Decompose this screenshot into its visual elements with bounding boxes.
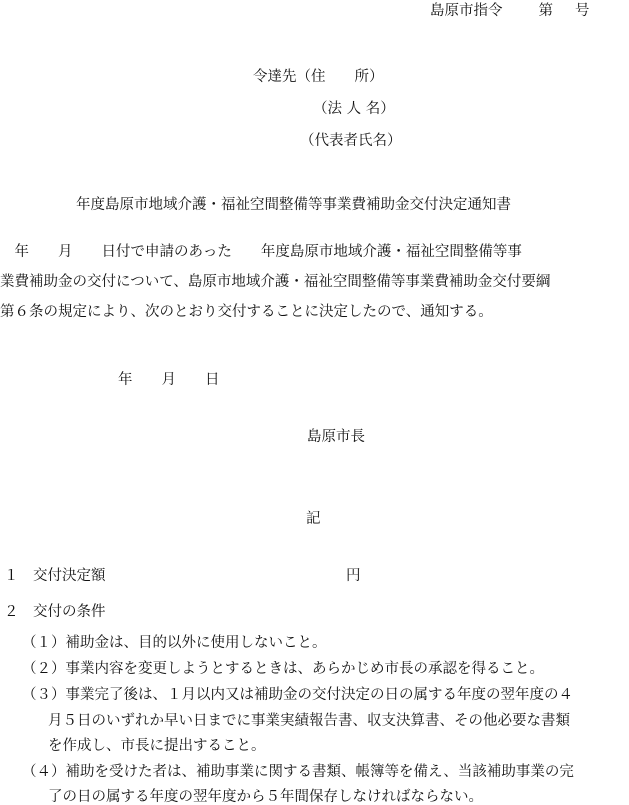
number-dai-label: 第	[538, 3, 553, 19]
recipient-address-label: 令達先（住 所）	[253, 69, 384, 85]
body-paragraph	[0, 245, 629, 335]
item-grant-amount	[4, 568, 361, 584]
body-line-1: 年 月 日付で申請のあった 年度島原市地域介護・福祉空間整備等事	[0, 244, 522, 260]
condition-3-line-2: 月５日のいずれか早い日までに事業実績報告書、収支決算書、その他必要な書類	[48, 713, 570, 729]
item1-unit: 円	[346, 568, 361, 584]
condition-3-line-1: （３）事業完了後は、１月以内又は補助金の交付決定の日の属する年度の翌年度の４	[22, 687, 573, 703]
item-conditions-heading: ２ 交付の条件	[4, 604, 106, 620]
city-order-label: 島原市指令	[430, 3, 503, 19]
condition-3-line-3: を作成し、市長に提出すること。	[48, 738, 266, 754]
issue-date: 年 月 日	[118, 372, 220, 388]
number-go-label: 号	[575, 3, 590, 19]
condition-4-line-2: 了の日の属する年度の翌年度から５年間保存しなければならない。	[48, 789, 483, 805]
condition-4-line-1: （４）補助を受けた者は、補助事業に関する書類、帳簿等を備え、当該補助事業の完	[22, 764, 574, 780]
document-title: 年度島原市地域介護・福祉空間整備等事業費補助金交付決定通知書	[76, 197, 511, 213]
item1-label: １ 交付決定額	[4, 568, 106, 584]
condition-1: （１）補助金は、目的以外に使用しないこと。	[22, 635, 327, 651]
document-number	[430, 4, 590, 19]
body-line-3: 第６条の規定により、次のとおり交付することに決定したので、通知する。	[0, 304, 493, 320]
body-line-2: 業費補助金の交付について、島原市地域介護・福祉空間整備等事業費補助金交付要綱	[0, 274, 551, 290]
ki-heading: 記	[306, 511, 321, 527]
condition-2: （２）事業内容を変更しようとするときは、あらかじめ市長の承認を得ること。	[22, 661, 544, 677]
issuer-name: 島原市長	[307, 429, 365, 445]
recipient-corp-name-label: （法 人 名）	[313, 101, 395, 117]
recipient-representative-label: （代表者氏名）	[300, 133, 402, 149]
